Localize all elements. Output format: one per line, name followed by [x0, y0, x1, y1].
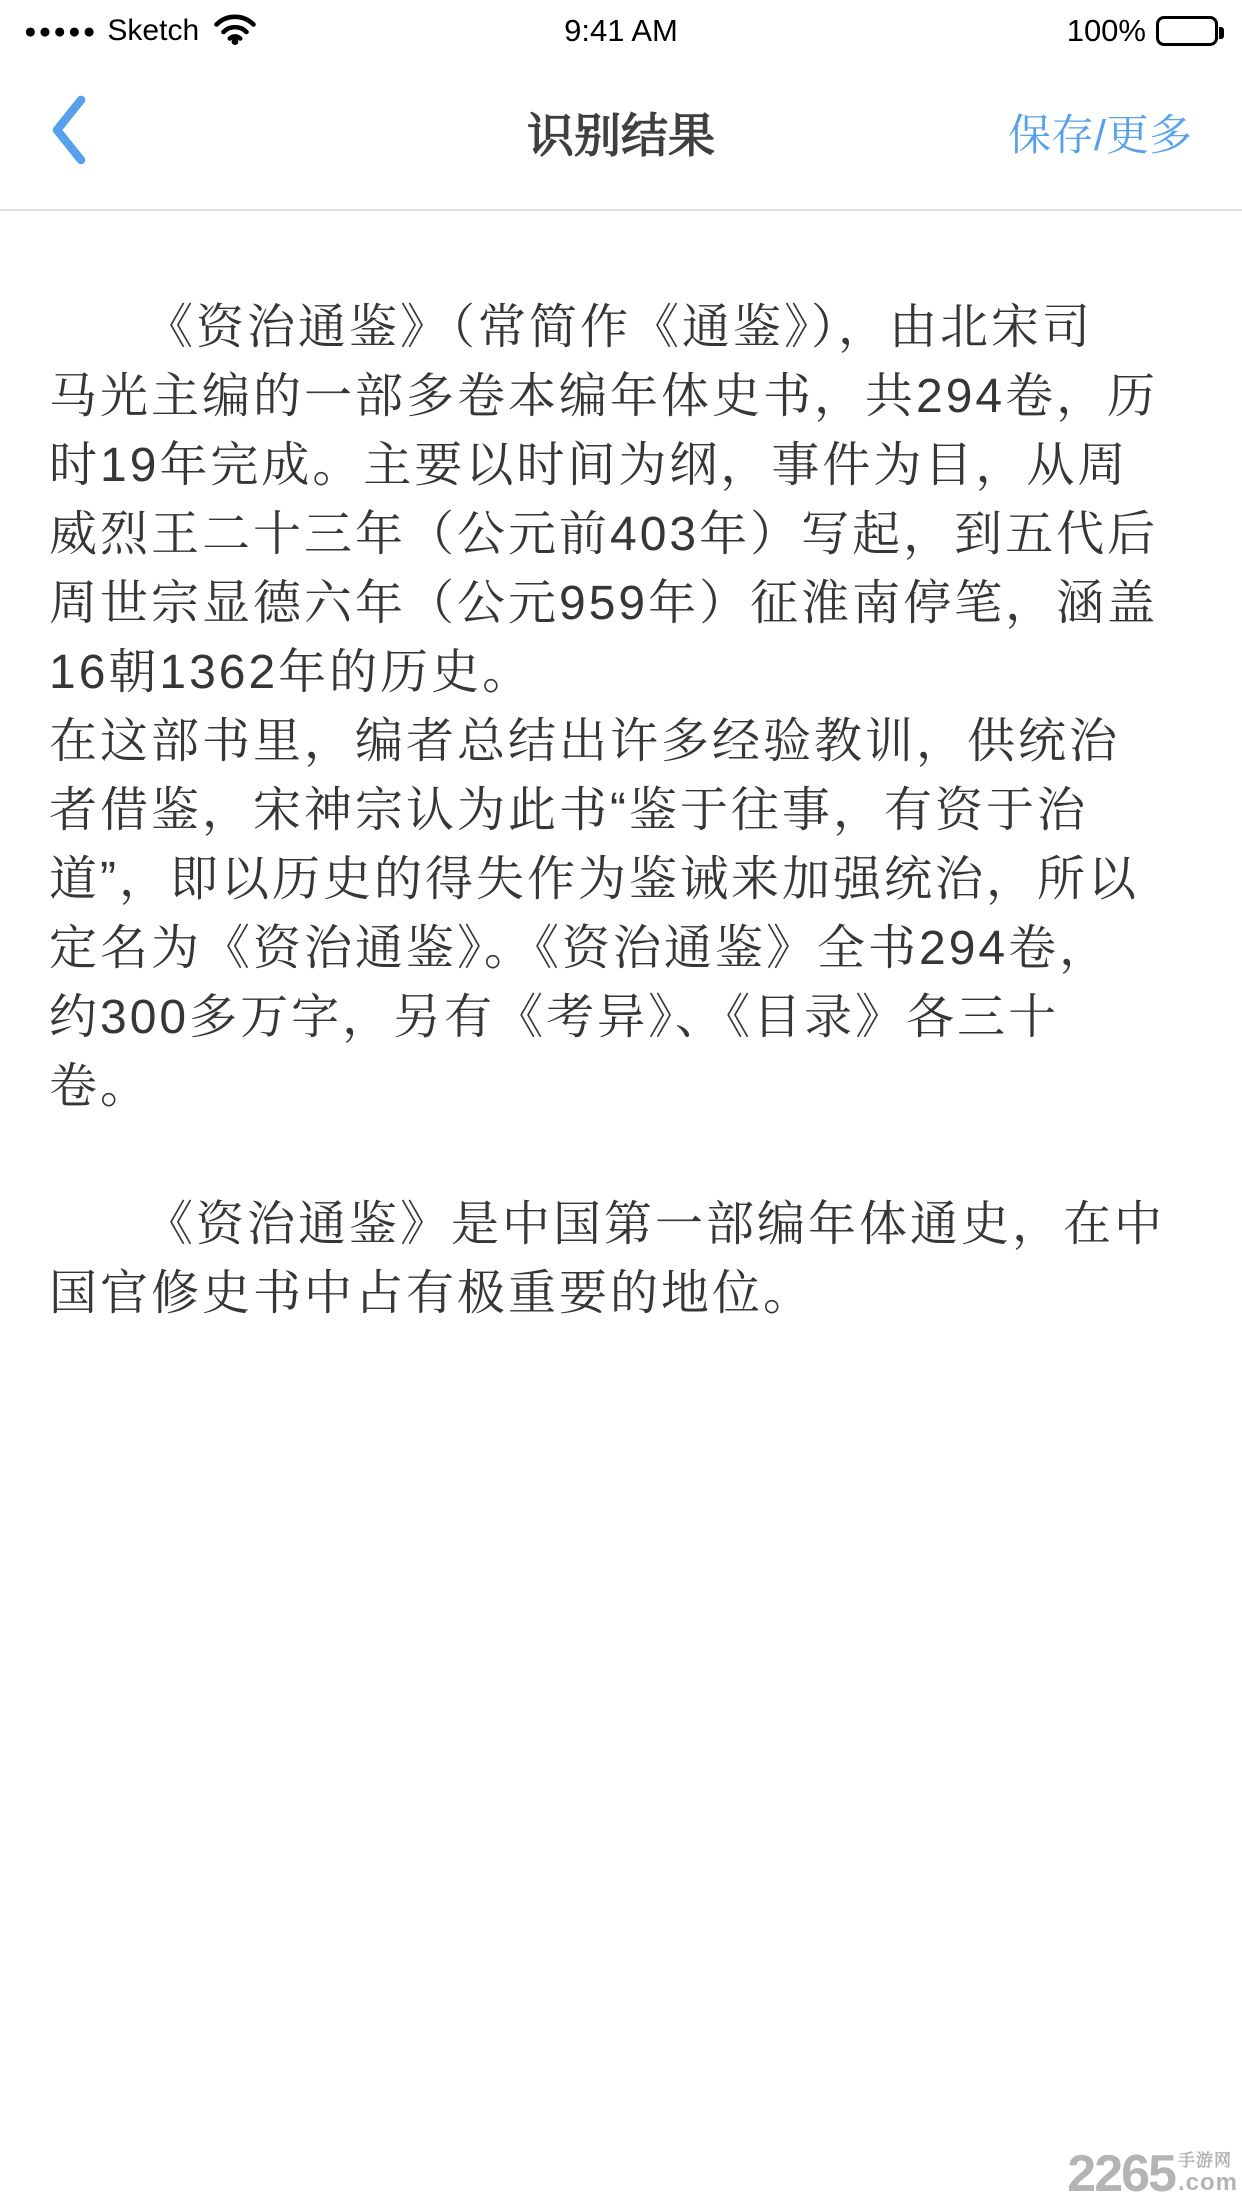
text-line: 在这部书里，编者总结出许多经验教训，供统治 — [49, 715, 1121, 768]
text-line: 《资治通鉴》是中国第一部编年体通史，在中 — [145, 1198, 1166, 1251]
back-button[interactable] — [0, 74, 120, 191]
text-line: 威烈王二十三年（公元前403年）写起，到五代后 — [49, 508, 1159, 561]
chevron-left-icon — [48, 94, 90, 171]
text-line: 卷。 — [49, 1060, 152, 1113]
carrier-label: Sketch — [107, 14, 200, 47]
status-time: 9:41 AM — [564, 13, 678, 48]
cellular-signal-icon: ●●●●● — [24, 19, 98, 43]
status-bar-left — [24, 13, 1067, 50]
page-title: 识别结果 — [527, 109, 715, 162]
status-bar-right — [1067, 13, 1218, 49]
paragraph — [49, 1190, 1193, 1328]
text-line: 约300多万字，另有《考异》、《目录》各三十 — [49, 991, 1060, 1044]
text-line: 定名为《资治通鉴》。《资治通鉴》全书294卷， — [49, 922, 1111, 975]
paragraph — [49, 293, 1193, 1121]
wifi-icon — [213, 13, 257, 50]
save-more-button[interactable]: 保存/更多 — [1008, 112, 1192, 160]
text-line: 道”，即以历史的得失作为鉴诫来加强统治，所以 — [49, 853, 1139, 906]
text-line: 者借鉴，宋神宗认为此书“鉴于往事，有资于治 — [49, 784, 1088, 837]
text-line: 时19年完成。主要以时间为纲，事件为目，从周 — [49, 439, 1129, 492]
text-line: 周世宗显德六年（公元959年）征淮南停笔，涵盖 — [49, 577, 1159, 630]
battery-icon — [1156, 16, 1218, 46]
watermark — [1067, 2145, 1238, 2203]
text-line: 《资治通鉴》（常简作《通鉴》），由北宋司 — [145, 301, 1094, 354]
watermark-tagline: 手游网 — [1177, 2151, 1232, 2170]
recognized-text-view[interactable] — [0, 213, 1242, 1328]
text-line: 马光主编的一部多卷本编年体史书，共294卷，历 — [49, 370, 1159, 423]
nav-bar — [0, 56, 1242, 211]
watermark-site: 2265 — [1067, 2145, 1175, 2203]
text-line: 国官修史书中占有极重要的地位。 — [49, 1267, 815, 1320]
status-bar — [0, 0, 1242, 56]
watermark-domain: .com — [1177, 2169, 1238, 2196]
battery-percent-label: 100% — [1066, 13, 1146, 48]
text-line: 16朝1362年的历史。 — [49, 646, 534, 699]
